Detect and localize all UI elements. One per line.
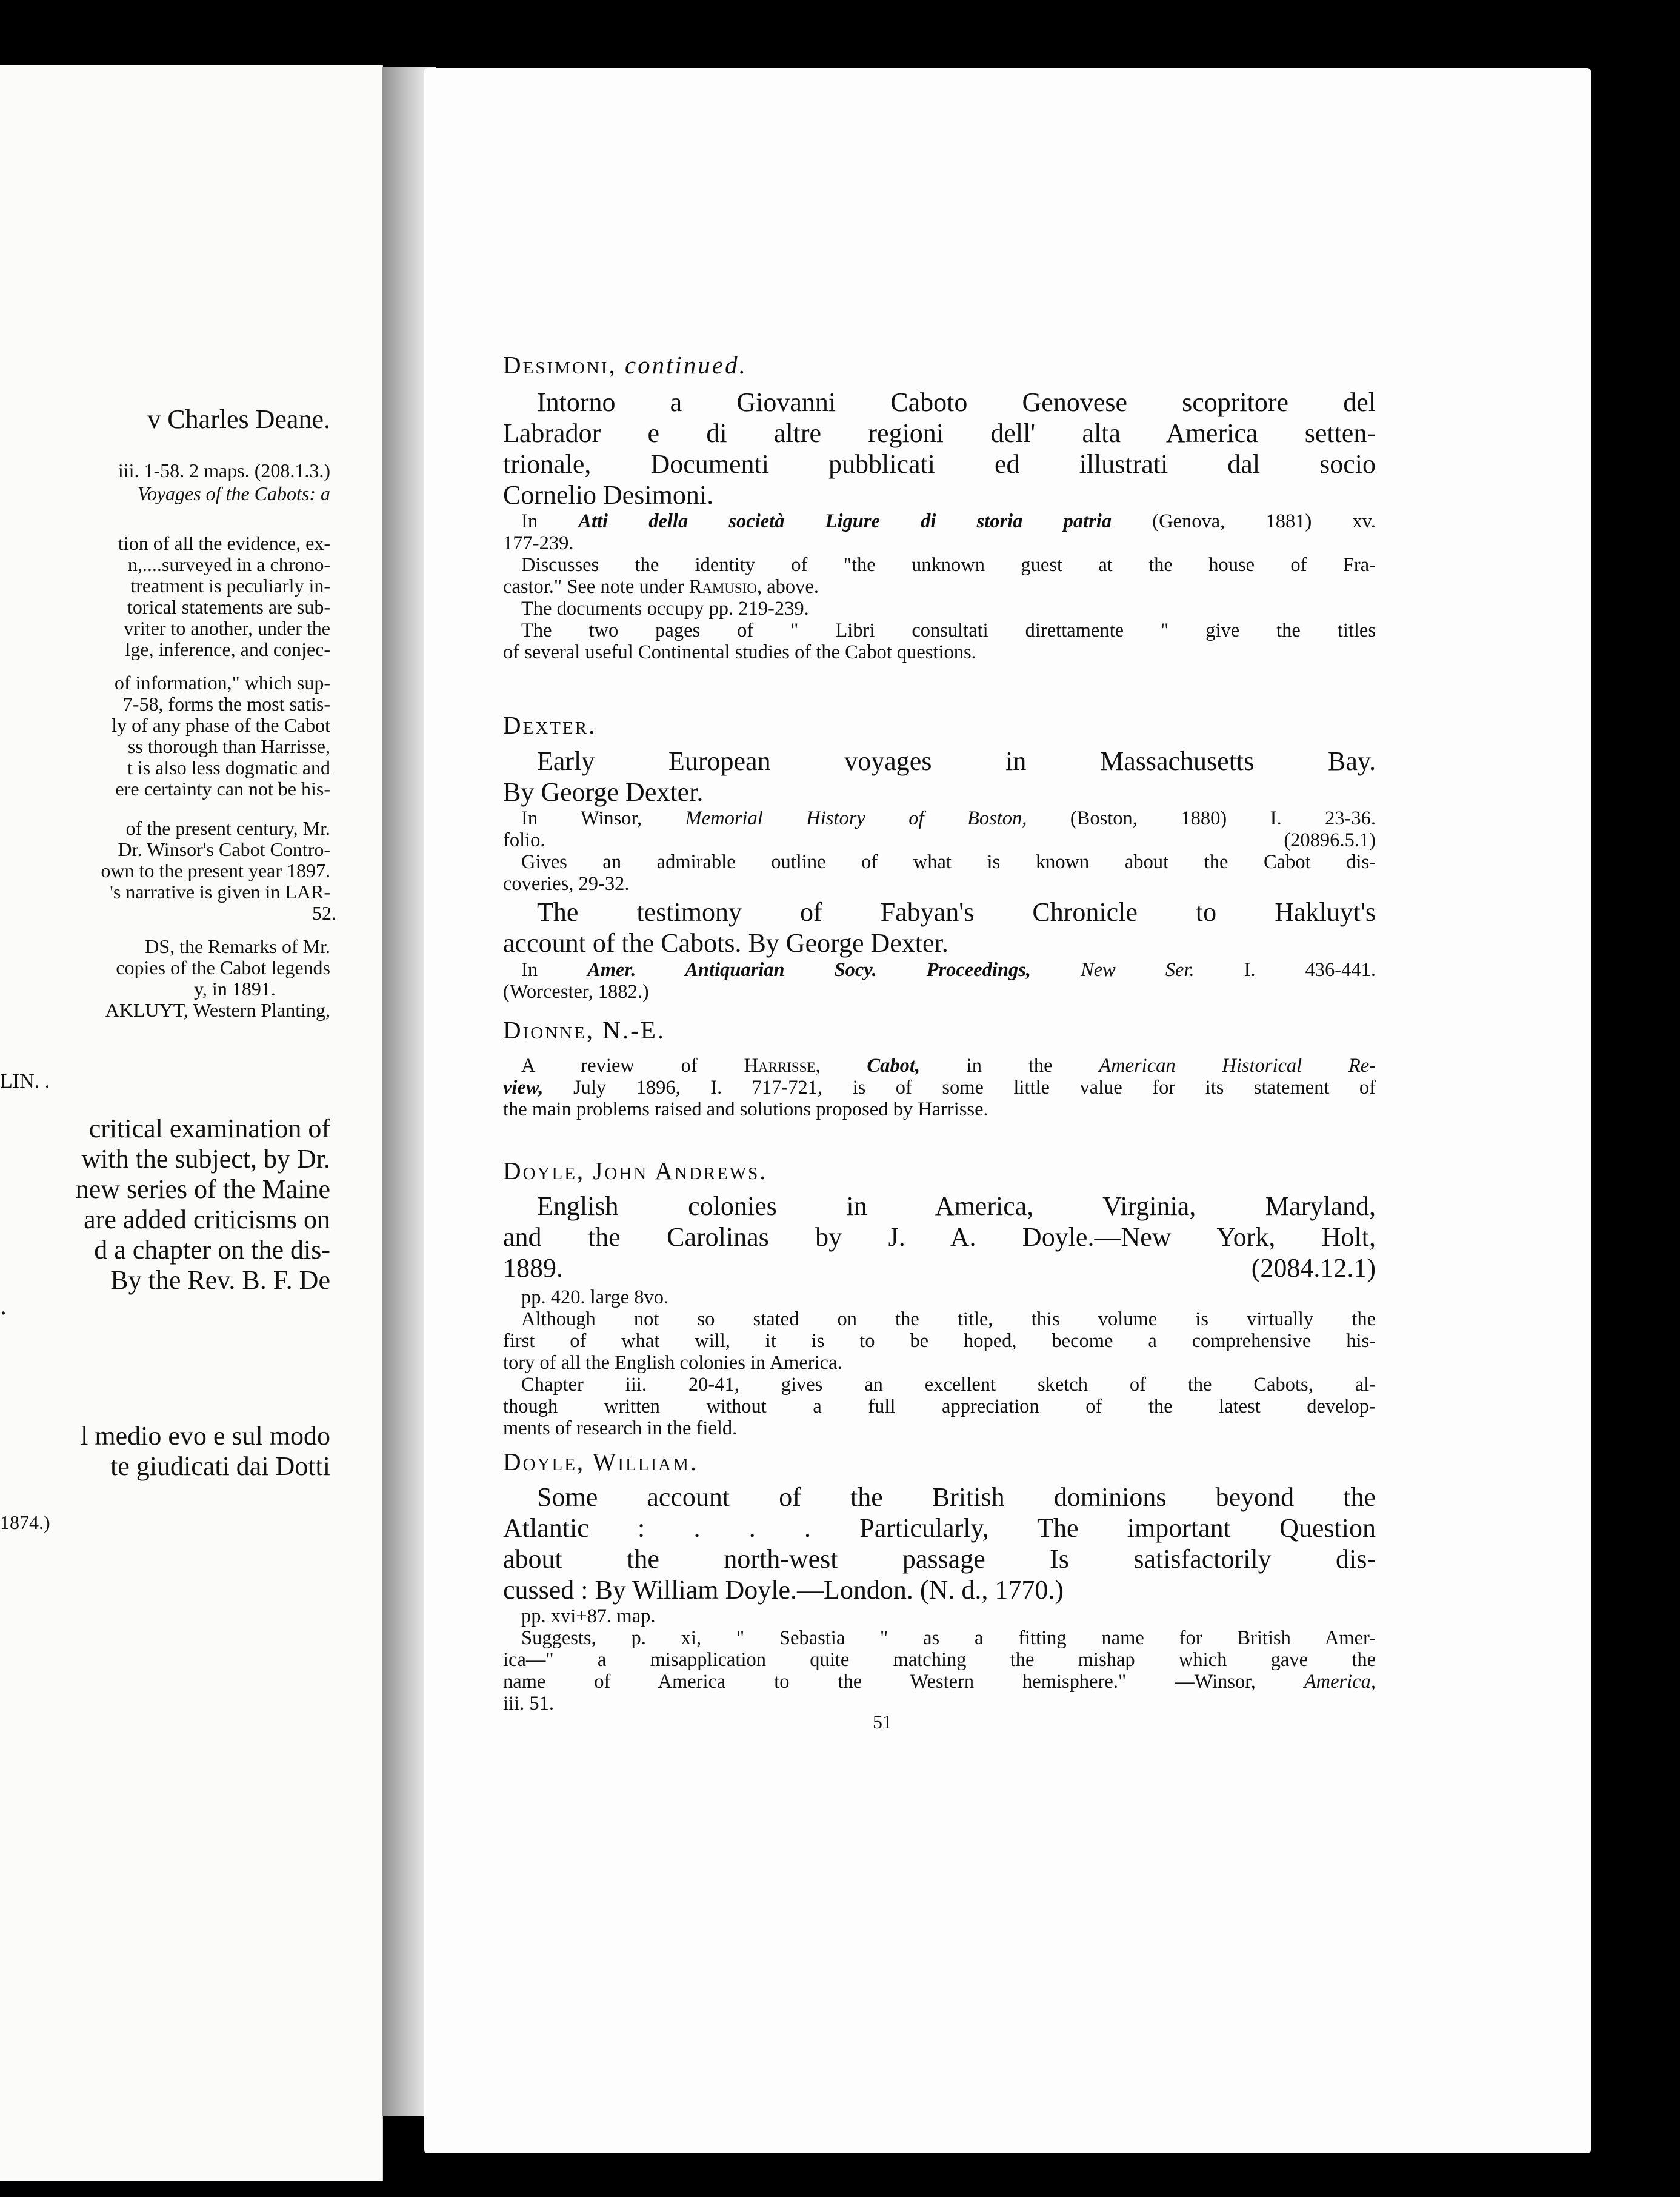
left-text-line: 's narrative is given in LAR-	[110, 881, 330, 903]
left-text-line: DS, the Remarks of Mr.	[145, 935, 330, 957]
left-text-line: d a chapter on the dis-	[94, 1235, 330, 1265]
left-text-line: new series of the Maine	[75, 1174, 330, 1204]
left-text-line: tion of all the evidence, ex-	[118, 532, 330, 554]
title-line: Atlantic : . . . Particularly, The important Question	[503, 1513, 1376, 1543]
doyle-w-notes	[503, 1605, 1376, 1714]
left-text-line: of the present century, Mr.	[125, 817, 330, 839]
note-line: pp. xvi+87. map.	[521, 1605, 656, 1627]
note-line: Suggests, p. xi, " Sebastia " as a fitting name for British Amer-	[521, 1627, 1376, 1649]
left-text-line: 7-58, forms the most satis-	[122, 693, 330, 715]
title-line: 1889. (2084.12.1)	[503, 1253, 1376, 1283]
left-text-line: with the subject, by Dr.	[81, 1144, 330, 1174]
note-line: ments of research in the field.	[503, 1417, 738, 1439]
note-line: Although not so stated on the title, this volume is virtually the	[521, 1308, 1376, 1330]
note-line: of several useful Continental studies of the Cabot questions.	[503, 641, 976, 663]
left-text-line: 1874.)	[0, 1511, 50, 1533]
left-text-line: are added criticisms on	[84, 1205, 330, 1234]
desimoni-notes	[503, 510, 1376, 663]
dexter-in2-line: In Amer. Antiquarian Socy. Proceedings, New Ser. I. 436-441.	[521, 959, 1376, 981]
desimoni-title	[503, 387, 1376, 510]
note-line: The two pages of " Libri consultati direttamente " give the titles	[521, 620, 1376, 641]
left-page	[0, 65, 383, 2181]
left-text-line: treatment is peculiarly in-	[130, 575, 330, 597]
title-line: about the north-west passage Is satisfactorily dis-	[503, 1544, 1376, 1574]
dexter-work1-title	[503, 746, 1376, 808]
left-text-line: vriter to another, under the	[124, 617, 330, 639]
title-line: and the Carolinas by J. A. Doyle.—New York, Holt,	[503, 1222, 1376, 1252]
title-line: The testimony of Fabyan's Chronicle to Hakluyt's	[537, 897, 1376, 927]
title-line: trionale, Documenti pubblicati ed illustrati dal socio	[503, 449, 1376, 479]
left-text-line: t is also less dogmatic and	[127, 757, 330, 778]
left-text-line: AKLUYT, Western Planting,	[105, 999, 330, 1021]
entry-heading-desimoni: Desimoni, continued.	[503, 351, 747, 379]
left-text-line: 52.	[312, 902, 336, 924]
left-text-line: y, in 1891.	[194, 978, 276, 1000]
title-line: Early European voyages in Massachusetts Bay.	[537, 746, 1376, 776]
entry-heading-doyle-john-andrews: Doyle, John Andrews.	[503, 1157, 768, 1185]
note-line: name of America to the Western hemisphere." —Winsor, America,	[503, 1671, 1376, 1693]
dexter-work2-title	[503, 897, 1376, 958]
left-text-line: ss thorough than Harrisse,	[127, 735, 330, 757]
note-line: Discusses the identity of "the unknown guest at the house of Fra-	[521, 554, 1376, 576]
entry-heading-dexter: Dexter.	[503, 711, 597, 739]
left-text-line: ere certainty can not be his-	[115, 778, 330, 800]
note-line: (Worcester, 1882.)	[503, 981, 649, 1003]
right-page	[424, 68, 1591, 2153]
note-line: the main problems raised and solutions proposed by Harrisse.	[503, 1098, 988, 1120]
left-text-line: Dr. Winsor's Cabot Contro-	[118, 838, 330, 860]
title-line: cussed : By William Doyle.—London. (N. d., 1770.)	[503, 1575, 1064, 1605]
title-line: Some account of the British dominions beyond the	[537, 1482, 1376, 1512]
page-number: 51	[873, 1711, 892, 1733]
left-text-line: critical examination of	[88, 1114, 330, 1143]
note-line: pp. 420. large 8vo.	[521, 1286, 669, 1308]
left-text-line: torical statements are sub-	[127, 596, 330, 618]
note-line: The documents occupy pp. 219-239.	[521, 598, 809, 620]
left-text-line: ly of any phase of the Cabot	[112, 714, 330, 736]
left-text-line: v Charles Deane.	[147, 404, 330, 434]
desimoni-in-line: In Atti della società Ligure di storia patria (Genova, 1881) xv.	[521, 510, 1376, 532]
note-line: view, July 1896, I. 717-721, is of some little value for its statement of	[503, 1077, 1376, 1098]
left-text-line: copies of the Cabot legends	[116, 957, 330, 978]
left-text-line: l medio evo e sul modo	[81, 1421, 330, 1451]
note-line: first of what will, it is to be hoped, become a comprehensive his-	[503, 1330, 1376, 1352]
dexter-work1-notes	[503, 808, 1376, 895]
left-text-line: n,....surveyed in a chrono-	[127, 553, 330, 575]
note-line: castor." See note under Ramusio, above.	[503, 576, 819, 598]
title-line: Cornelio Desimoni.	[503, 480, 714, 510]
dexter-in-line: In Winsor, Memorial History of Boston, (Boston, 1880) I. 23-36.	[521, 808, 1376, 829]
doyle-ja-title	[503, 1191, 1376, 1283]
left-text-line: By the Rev. B. F. De	[110, 1265, 330, 1295]
dionne-text	[503, 1055, 1376, 1120]
doyle-w-title	[503, 1482, 1376, 1605]
left-text-line: own to the present year 1897.	[101, 860, 330, 881]
entry-heading-doyle-william: Doyle, William.	[503, 1448, 699, 1476]
desimoni-pages: 177-239.	[503, 532, 574, 554]
left-text-line: lge, inference, and conjec-	[125, 638, 330, 660]
note-line: coveries, 29-32.	[503, 873, 630, 895]
note-line: A review of Harrisse, Cabot, in the American Historical Re-	[521, 1055, 1376, 1077]
note-line: Chapter iii. 20-41, gives an excellent sketch of the Cabots, al-	[521, 1374, 1376, 1396]
call-number: (2084.12.1)	[1251, 1253, 1376, 1283]
note-line: Gives an admirable outline of what is known about the Cabot dis-	[521, 851, 1376, 873]
entry-heading-dionne: Dionne, N.-E.	[503, 1016, 666, 1044]
title-line: English colonies in America, Virginia, Maryland,	[537, 1191, 1376, 1221]
note-line: iii. 51.	[503, 1693, 554, 1714]
title-line: account of the Cabots. By George Dexter.	[503, 928, 948, 958]
left-text-line: LIN. .	[0, 1070, 50, 1092]
left-text-line: .	[0, 1291, 7, 1320]
dexter-work2-notes	[503, 959, 1376, 1003]
title-line: Intorno a Giovanni Caboto Genovese scopritore del	[537, 387, 1376, 417]
left-text-line: of information," which sup-	[114, 672, 330, 694]
left-text-line: te giudicati dai Dotti	[110, 1451, 330, 1481]
left-text-line: Voyages of the Cabots: a	[137, 483, 330, 504]
doyle-ja-notes	[503, 1286, 1376, 1439]
title-line: Labrador e di altre regioni dell' alta America setten-	[503, 418, 1376, 448]
note-line: ica—" a misapplication quite matching the mishap which gave the	[503, 1649, 1376, 1671]
dexter-folio-line: folio. (20896.5.1)	[503, 829, 1376, 851]
note-line: tory of all the English colonies in America.	[503, 1352, 842, 1374]
left-text-line: iii. 1-58. 2 maps. (208.1.3.)	[118, 460, 330, 481]
note-line: though written without a full appreciation of the latest develop-	[503, 1396, 1376, 1417]
call-number: (20896.5.1)	[1284, 829, 1376, 851]
title-line: By George Dexter.	[503, 777, 704, 807]
